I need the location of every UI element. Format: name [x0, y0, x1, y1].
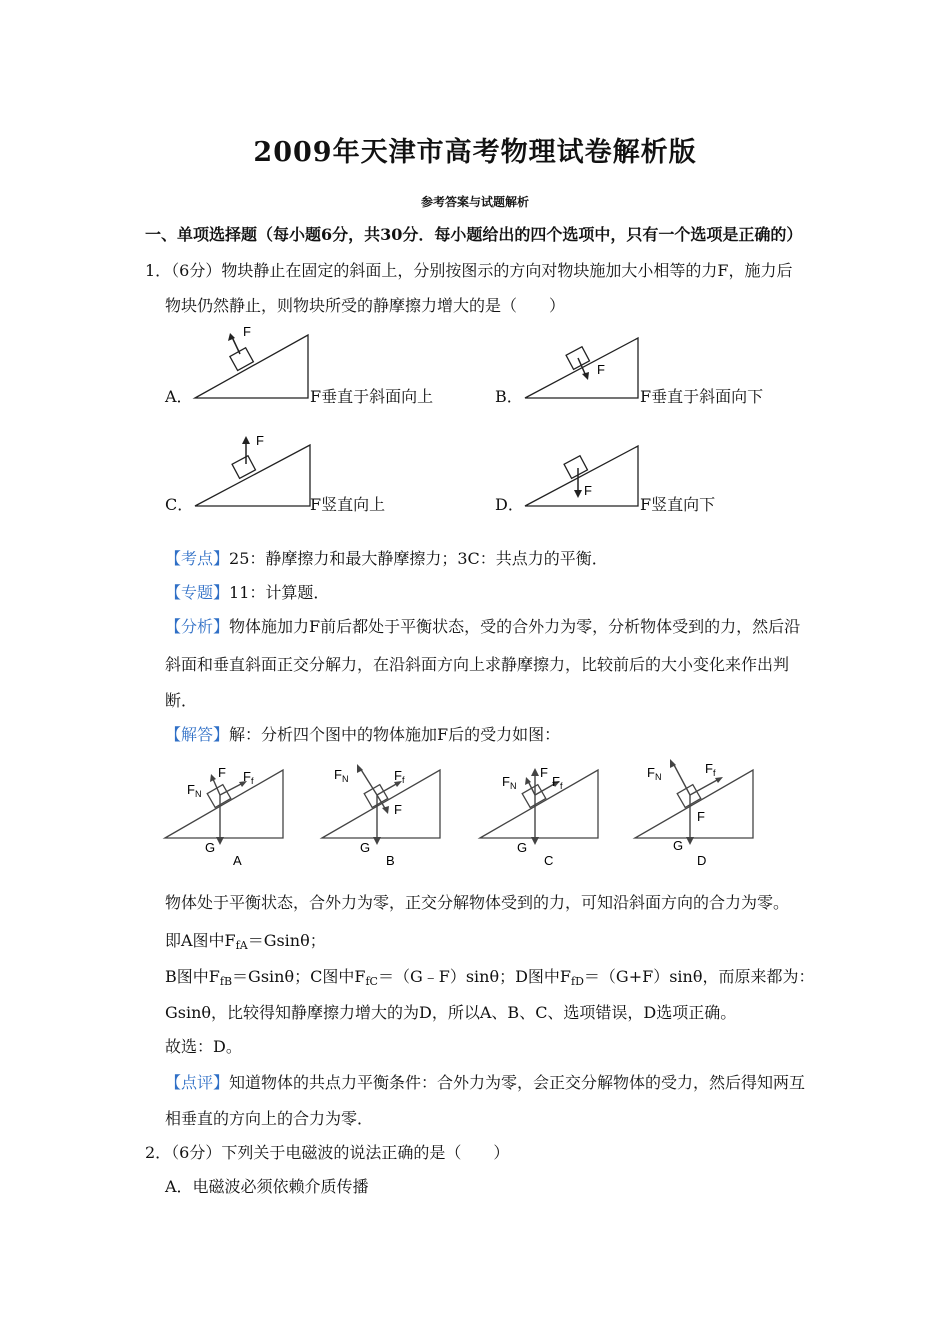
option-c-figure	[190, 430, 320, 510]
svg-text:G: G	[673, 838, 684, 853]
svg-text:FN: $F_N$	[187, 782, 202, 799]
solution-line3: B图中$F_{fB}=Gsin\theta$；C图中$F_{fC}=(G﹣F)\sin\theta$；D图中$F_{fD}=(G+F)\sin\theta$，而原来都为：	[165, 967, 815, 988]
block-c	[232, 456, 255, 479]
svg-text:G: G	[205, 840, 216, 855]
svg-text:Ff: $F_f$	[552, 774, 563, 791]
force-diagram-b	[322, 764, 440, 868]
svg-text:F: F	[218, 765, 226, 780]
svg-text:G: G	[517, 840, 528, 855]
option-d-text: F竖直向下	[640, 495, 716, 514]
page-title: 2009年天津市高考物理试卷解析版	[253, 137, 697, 168]
q1-stem-line2: 物块仍然静止，则物块所受的静摩擦力增大的是（ ）	[165, 296, 566, 315]
force-label-b: F	[597, 362, 605, 377]
force-arrow-a	[232, 337, 240, 354]
fenxi-line1: 【分析】物体施加力F前后都处于平衡状态，受的合外力为零，分析物体受到的力，然后沿	[165, 617, 801, 636]
q1-stem-line1: 1．（6分）物块静止在固定的斜面上，分别按图示的方向对物块施加大小相等的力F，施力后	[145, 261, 793, 280]
option-d-letter: D．	[495, 495, 524, 514]
svg-text:G: G	[360, 840, 371, 855]
option-a-letter: A．	[165, 387, 193, 406]
force-label-d: F	[584, 483, 592, 498]
incline-d	[525, 446, 638, 506]
dianping-line2: 相垂直的方向上的合力为零．	[165, 1109, 374, 1128]
q2-option-a: A．电磁波必须依赖介质传播	[165, 1177, 369, 1196]
svg-text:FN: $F_N$	[647, 765, 662, 782]
svg-text:FN: $F_N$	[334, 767, 349, 784]
force-diagram-d	[635, 759, 753, 868]
fenxi-line3: 断．	[165, 691, 198, 710]
option-b-text: F垂直于斜面向下	[640, 387, 764, 406]
dianping-tag: 【点评】	[165, 1073, 230, 1092]
svg-text:F: F	[540, 765, 548, 780]
force-label-a: F	[243, 324, 251, 339]
kaodian-line: 【考点】25：静摩擦力和最大静摩擦力；3C：共点力的平衡．	[165, 549, 608, 568]
svg-text:F: F	[394, 802, 402, 817]
svg-text:B: B	[386, 853, 395, 868]
page-subtitle: 参考答案与试题解析	[420, 195, 529, 209]
kaodian-tag: 【考点】	[165, 549, 230, 568]
force-diagram-c	[480, 765, 598, 868]
zhuanti-tag: 【专题】	[165, 583, 230, 602]
svg-text:FN: $F_N$	[502, 774, 517, 791]
fenxi-line2: 斜面和垂直斜面正交分解力，在沿斜面方向上求静摩擦力，比较前后的大小变化来作出判	[165, 655, 790, 674]
svg-text:Ff: $F_f$	[243, 769, 254, 786]
q2-stem: 2．（6分）下列关于电磁波的说法正确的是（ ）	[145, 1143, 510, 1162]
solution-line2: 即A图中$F_{fA}=Gsin\theta$；	[165, 931, 326, 952]
svg-text:D: D	[697, 853, 707, 868]
svg-text:A: A	[233, 853, 242, 868]
incline-a	[195, 335, 308, 398]
option-b-letter: B．	[495, 387, 523, 406]
zhuanti-line: 【专题】11：计算题．	[165, 583, 330, 602]
fenxi-tag: 【分析】	[165, 617, 230, 636]
svg-text:C: C	[544, 853, 554, 868]
solution-line1: 物体处于平衡状态，合外力为零，正交分解物体受到的力，可知沿斜面方向的合力为零。	[165, 893, 790, 912]
option-c-text: F竖直向上	[310, 495, 386, 514]
force-diagram-a	[165, 765, 283, 868]
option-c-letter: C．	[165, 495, 194, 514]
solution-line5: 故选：D。	[165, 1037, 242, 1056]
section-heading: 一、单项选择题（每小题6分，共30分．每小题给出的四个选项中，只有一个选项是正确的）	[145, 225, 803, 244]
solution-line4: Gsinθ，比较得知静摩擦力增大的为D，所以A、B、C、选项错误，D选项正确。	[165, 1003, 737, 1022]
incline-c	[195, 445, 310, 506]
option-d-figure	[520, 438, 650, 510]
svg-text:Ff: $F_f$	[394, 768, 405, 785]
force-diagrams	[160, 755, 800, 870]
force-label-c: F	[256, 433, 264, 448]
svg-text:Ff: $F_f$	[705, 761, 716, 778]
svg-text:F: F	[697, 809, 705, 824]
jieda-line: 【解答】解：分析四个图中的物体施加F后的受力如图：	[165, 725, 561, 744]
dianping-line1: 【点评】知道物体的共点力平衡条件：合外力为零，会正交分解物体的受力，然后得知两互	[165, 1073, 806, 1092]
option-b-figure	[520, 330, 650, 402]
option-a-text: F垂直于斜面向上	[310, 387, 434, 406]
jieda-tag: 【解答】	[165, 725, 230, 744]
option-a-figure	[190, 320, 320, 402]
